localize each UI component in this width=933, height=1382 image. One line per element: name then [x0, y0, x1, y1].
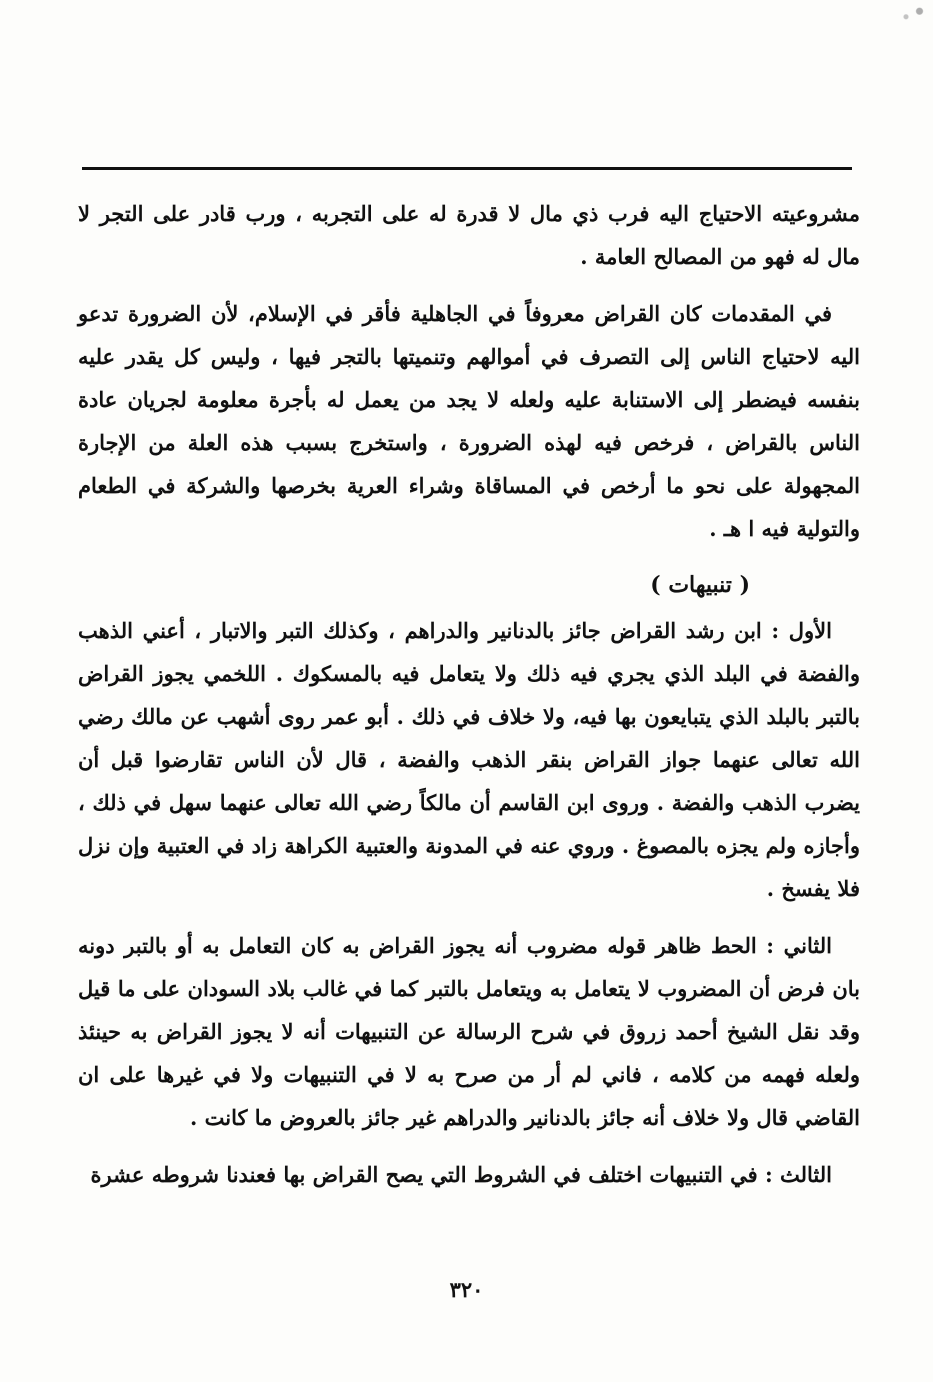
- note-third: الثالث : في التنبيهات اختلف في الشروط التي يصح القراض بها فعندنا شروطه عشرة: [90, 1162, 832, 1187]
- faded-header-stamp: [688, 30, 838, 60]
- page-number: ٣٢٠: [449, 1277, 484, 1302]
- header-rule: [82, 167, 852, 170]
- note-first: الأول : ابن رشد القراض جائز بالدنانير والدراهم ، وكذلك التبر والاتبار ، أعني الذهب والفضة في البلد الذي يجري فيه ذلك ولا يتعامل فيه بالمسكوك . اللخمي يجوز القراض بالتبر بالبلد الذي يتبايعون بها فيه، ولا خلاف في ذلك . أبو عمر روى أشهب عن مالك رضي الله تعالى عنهما جواز القراض بنقر الذهب والفضة ، قال لأن الناس تقارضوا قبل أن يضرب الذهب والفضة . وروى ابن القاسم أن مالكاً رضي الله تعالى عنهما سهل في ذلك ، وأجازه ولم يجزه بالمصوغ . وروي عنه في المدونة والعتبية الكراهة زاد في العتبية وإن نزل فلا يفسخ .: [78, 618, 860, 901]
- page-body-text: [78, 192, 860, 1210]
- note-second: الثاني : الحط ظاهر قوله مضروب أنه يجوز القراض به كان التعامل به أو بالتبر دونه بان فرض أن المضروب لا يتعامل به ويتعامل بالتبر كما في غالب بلاد السودان على ما قيل وقد نقل الشيخ أحمد زروق في شرح الرسالة عن التنبيهات أنه لا يجوز القراض به حينئذ ولعله فهمه من كلامه ، فاني لم أر من صرح به لا في التنبيهات ولا في غيرها على ان القاضي قال ولا خلاف أنه جائز بالدنانير والدراهم غير جائز بالعروض ما كانت .: [78, 933, 860, 1130]
- paragraph-continuation: مشروعيته الاحتياج اليه فرب ذي مال لا قدرة له على التجربه ، ورب قادر على التجر لا مال له فهو من المصالح العامة .: [78, 201, 860, 269]
- section-heading: ( تنبيهات ): [650, 572, 750, 598]
- corner-smudge: [888, 0, 933, 28]
- paragraph-muqaddimat: في المقدمات كان القراض معروفاً في الجاهلية فأقر في الإسلام، لأن الضرورة تدعو اليه لاحتياج الناس إلى التصرف في أموالهم وتنميتها بالتجر فيها ، وليس كل يقدر عليه بنفسه فيضطر إلى الاستنابة عليه ولعله لا يجد من يعمل له بأجرة معلومة لجريان عادة الناس بالقراض ، فرخص فيه لهذه الضرورة ، واستخرج بسبب هذه العلة من الإجارة المجهولة على نحو ما أرخص في المساقاة وشراء العرية بخرصها والشركة في الطعام والتولية فيه ا هـ .: [78, 301, 860, 541]
